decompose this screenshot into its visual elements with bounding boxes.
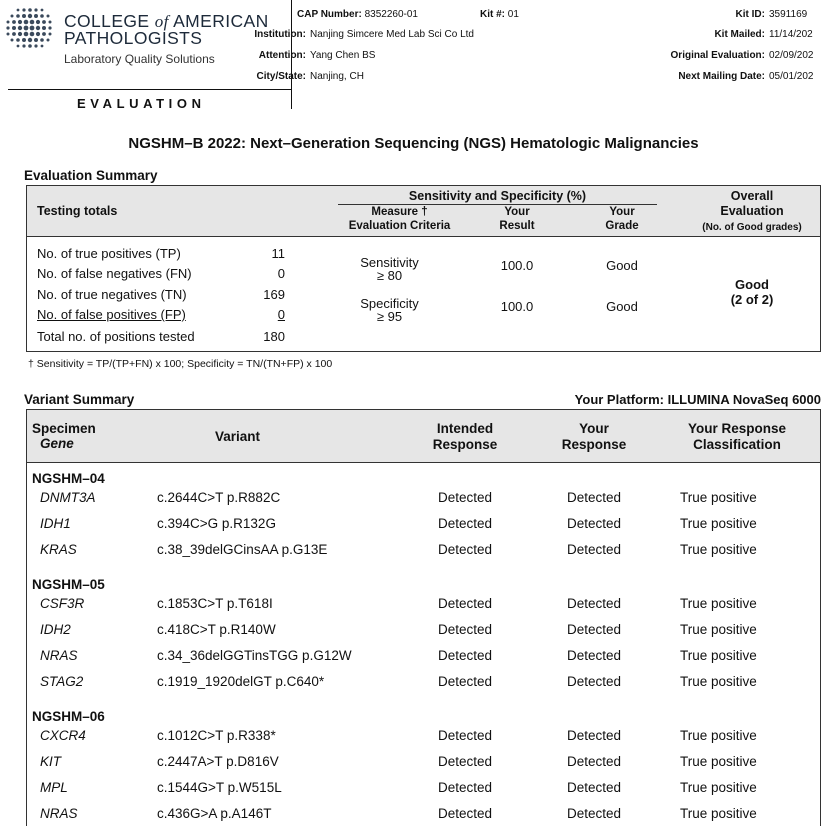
table-row (27, 802, 822, 826)
intended-cell: Detected (437, 516, 493, 531)
response-cell: Detected (566, 542, 622, 557)
overall-count: (2 of 2) (730, 292, 774, 307)
next-mailing-label: Next Mailing Date: (678, 71, 765, 82)
your-grade-header-2: Grade (605, 220, 639, 232)
col-intended-header-2: Response (432, 437, 498, 452)
response-cell: Detected (566, 648, 622, 663)
table-row (27, 538, 822, 564)
specimen-ngshm-06: NGSHM–06 (32, 709, 105, 724)
col-variant-header: Variant (215, 429, 261, 444)
response-cell: Detected (566, 516, 622, 531)
response-cell: Detected (566, 622, 622, 637)
tp-value: 11 (271, 246, 285, 261)
response-cell: Detected (566, 754, 622, 769)
gene-cell: NRAS (40, 806, 78, 821)
table-row (27, 670, 822, 696)
variant-cell: c.2644C>T p.R882C (157, 490, 281, 505)
original-evaluation-label: Original Evaluation: (670, 50, 765, 61)
intended-cell: Detected (437, 780, 493, 795)
specificity-grade: Good (606, 299, 638, 314)
specificity-criteria: ≥ 95 (376, 309, 403, 324)
intended-cell: Detected (437, 648, 493, 663)
intended-cell: Detected (437, 622, 493, 637)
evaluation-summary-title: Evaluation Summary (24, 168, 158, 183)
sensitivity-grade: Good (606, 258, 638, 273)
classification-cell: True positive (680, 806, 757, 821)
testing-totals-header: Testing totals (37, 204, 118, 218)
logo-word-pathologists: PATHOLOGISTS (64, 28, 203, 48)
cap-number-label: CAP Number: (297, 9, 362, 20)
classification-cell: True positive (680, 674, 757, 689)
kit-id-label: Kit ID: (735, 9, 765, 20)
classification-cell: True positive (680, 622, 757, 637)
variant-cell: c.34_36delGGTinsTGG p.G12W (157, 648, 352, 663)
gene-cell: DNMT3A (40, 490, 96, 505)
classification-cell: True positive (680, 728, 757, 743)
kit-id-value: 3591169 (769, 9, 808, 20)
classification-cell: True positive (680, 596, 757, 611)
variant-cell: c.1853C>T p.T618I (157, 596, 273, 611)
your-result-header-1: Your (504, 206, 530, 218)
sns-header: Sensitivity and Specificity (%) (408, 189, 587, 203)
intended-cell: Detected (437, 542, 493, 557)
original-evaluation-value: 02/09/202 (769, 50, 814, 61)
specificity-result: 100.0 (500, 299, 534, 314)
sensitivity-criteria: ≥ 80 (376, 268, 403, 283)
variant-cell: c.1012C>T p.R338* (157, 728, 276, 743)
specimen-ngshm-04: NGSHM–04 (32, 471, 105, 486)
attention-label: Attention: (258, 50, 306, 61)
fn-value: 0 (277, 266, 285, 281)
response-cell: Detected (566, 490, 622, 505)
intended-cell: Detected (437, 490, 493, 505)
table-row (27, 486, 822, 512)
fn-label: No. of false negatives (FN) (37, 266, 192, 281)
gene-cell: KIT (40, 754, 62, 769)
fp-label: No. of false positives (FP) (37, 307, 186, 322)
logo-word-american: AMERICAN (173, 11, 269, 31)
classification-cell: True positive (680, 516, 757, 531)
response-cell: Detected (566, 728, 622, 743)
report-title: NGSHM–B 2022: Next–Generation Sequencing (NGS) Hematologic Malignancies (128, 135, 699, 152)
section-word-evaluation: EVALUATION (77, 96, 206, 111)
intended-cell: Detected (437, 728, 493, 743)
header-divider (8, 89, 292, 90)
table-row (27, 750, 822, 776)
kit-number-label: Kit #: (480, 9, 505, 20)
city-value: Nanjing, CH (310, 71, 364, 82)
gene-cell: NRAS (40, 648, 78, 663)
variant-summary-title: Variant Summary (24, 392, 135, 407)
overall-header-2: Evaluation (720, 204, 784, 218)
tn-value: 169 (263, 287, 285, 302)
attention-value: Yang Chen BS (310, 50, 376, 61)
gene-cell: STAG2 (40, 674, 84, 689)
specificity-name: Specificity (360, 296, 419, 311)
response-cell: Detected (566, 780, 622, 795)
table-row (27, 512, 822, 538)
total-positions-value: 180 (263, 329, 285, 344)
table-row (27, 618, 822, 644)
total-positions-label: Total no. of positions tested (37, 329, 195, 344)
specimen-ngshm-05: NGSHM–05 (32, 577, 105, 592)
tp-label: No. of true positives (TP) (37, 246, 181, 261)
variant-cell: c.38_39delGCinsAA p.G13E (157, 542, 328, 557)
overall-header-3: (No. of Good grades) (702, 222, 802, 233)
variant-cell: c.1544G>T p.W515L (157, 780, 282, 795)
response-cell: Detected (566, 806, 622, 821)
col-intended-header-1: Intended (436, 421, 494, 436)
cap-number-value: 8352260-01 (364, 9, 418, 20)
gene-cell: IDH2 (40, 622, 71, 637)
overall-grade: Good (735, 277, 769, 292)
kit-number-value: 01 (507, 9, 519, 20)
cap-logo-dots-icon (4, 6, 54, 50)
your-grade-header-1: Your (609, 206, 635, 218)
table-row (27, 644, 822, 670)
logo-word-college: COLLEGE (64, 11, 150, 31)
variant-cell: c.436G>A p.A146T (157, 806, 272, 821)
gene-cell: IDH1 (40, 516, 71, 531)
next-mailing-value: 05/01/202 (769, 71, 814, 82)
tn-label: No. of true negatives (TN) (37, 287, 187, 302)
sensitivity-result: 100.0 (500, 258, 534, 273)
intended-cell: Detected (437, 674, 493, 689)
platform-label: Your Platform: ILLUMINA NovaSeq 6000 (574, 392, 821, 407)
variant-summary-table (26, 409, 821, 826)
sensitivity-name: Sensitivity (360, 255, 419, 270)
classification-cell: True positive (680, 490, 757, 505)
classification-cell: True positive (680, 754, 757, 769)
classification-cell: True positive (680, 542, 757, 557)
variant-cell: c.2447A>T p.D816V (157, 754, 279, 769)
measure-header-2: Evaluation Criteria (348, 220, 451, 232)
gene-cell: CSF3R (40, 596, 85, 611)
report-header (0, 0, 827, 116)
col-classification-header-2: Classification (693, 437, 781, 452)
gene-cell: CXCR4 (40, 728, 86, 743)
your-result-header-2: Result (499, 220, 535, 232)
intended-cell: Detected (437, 596, 493, 611)
col-your-response-header-1: Your (579, 421, 609, 436)
kit-mailed-value: 11/14/202 (769, 29, 813, 40)
classification-cell: True positive (680, 648, 757, 663)
classification-cell: True positive (680, 780, 757, 795)
fp-value: 0 (277, 307, 285, 322)
col-specimen-header: Specimen (32, 421, 96, 436)
kit-number (480, 9, 519, 21)
table-row (27, 592, 822, 618)
variant-cell: c.418C>T p.R140W (157, 622, 276, 637)
variant-cell: c.1919_1920delGT p.C640* (157, 674, 325, 689)
overall-header-1: Overall (730, 189, 774, 203)
cap-number (297, 9, 418, 21)
gene-cell: MPL (40, 780, 68, 795)
variant-cell: c.394C>G p.R132G (157, 516, 276, 531)
institution-value: Nanjing Simcere Med Lab Sci Co Ltd (310, 29, 474, 40)
response-cell: Detected (566, 596, 622, 611)
institution-label: Institution: (254, 29, 306, 40)
table-row (27, 724, 822, 750)
sns-header-underline (338, 204, 657, 205)
evaluation-footnote: † Sensitivity = TP/(TP+FN) x 100; Specificity = TN/(TN+FP) x 100 (28, 358, 333, 370)
intended-cell: Detected (437, 754, 493, 769)
evaluation-summary-table (26, 185, 821, 352)
city-label: City/State: (256, 71, 306, 82)
logo-tagline: Laboratory Quality Solutions (64, 52, 215, 66)
kit-mailed-label: Kit Mailed: (714, 29, 765, 40)
intended-cell: Detected (437, 806, 493, 821)
logo-word-of: of (154, 12, 169, 31)
col-gene-header: Gene (40, 436, 74, 451)
measure-header-1: Measure † (371, 206, 428, 218)
response-cell: Detected (566, 674, 622, 689)
col-classification-header-1: Your Response (687, 421, 787, 436)
table-row (27, 776, 822, 802)
cap-logo-text (64, 13, 269, 68)
gene-cell: KRAS (40, 542, 77, 557)
col-your-response-header-2: Response (561, 437, 627, 452)
